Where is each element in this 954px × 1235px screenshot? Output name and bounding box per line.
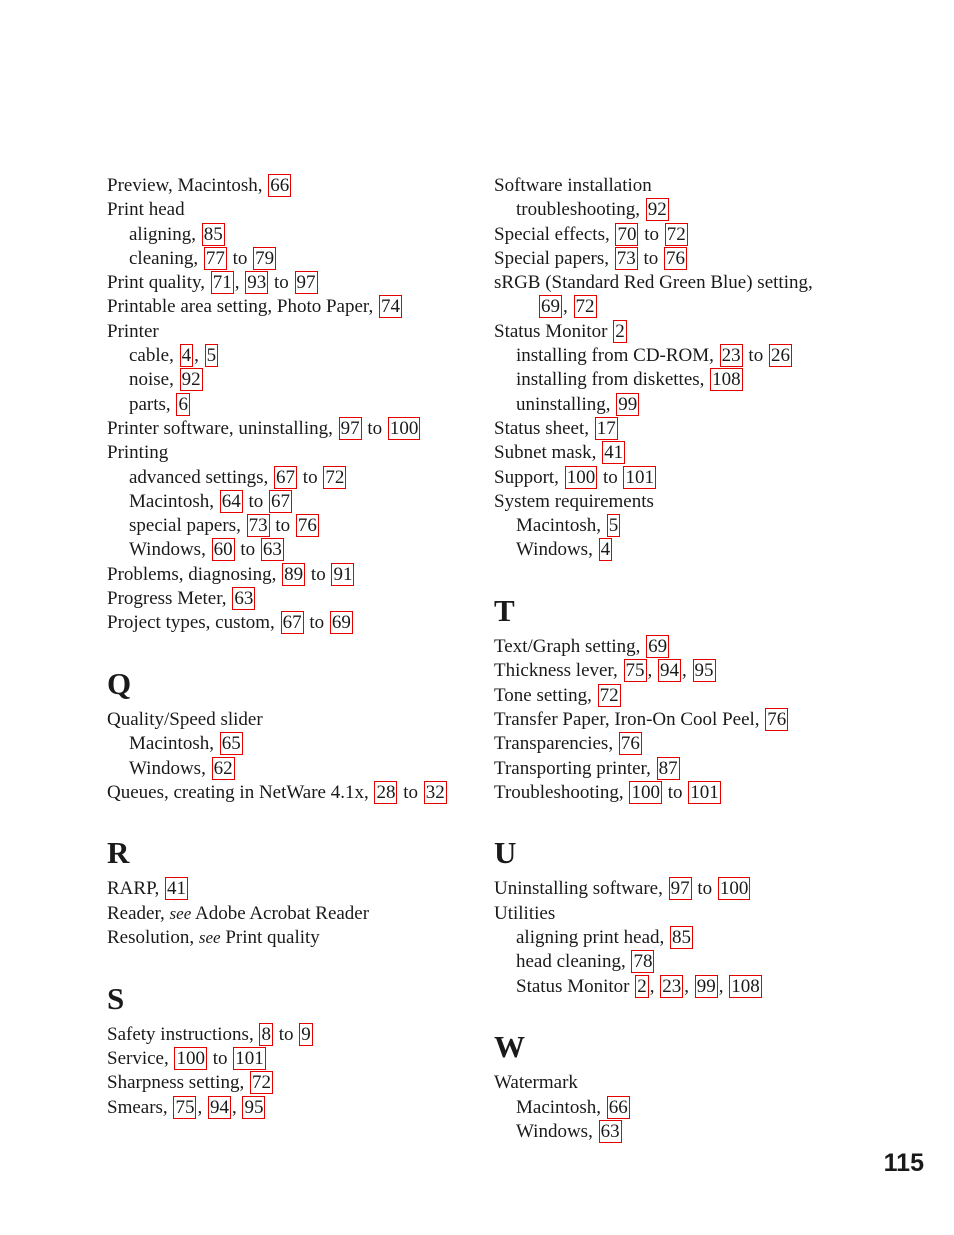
page-link[interactable]: 92 [181, 369, 201, 391]
page-link[interactable]: 108 [712, 369, 741, 391]
page-link[interactable]: 76 [666, 247, 686, 269]
entry-text: Reader, [107, 902, 170, 924]
index-entry [494, 684, 844, 708]
entry-text: Macintosh, [129, 733, 219, 755]
index-entry [107, 441, 467, 465]
entry-text: Status Monitor [494, 320, 613, 342]
entry-text: to [243, 490, 268, 512]
page-link[interactable]: 23 [721, 345, 741, 367]
entry-text: , [194, 345, 204, 367]
index-entry [107, 1047, 467, 1071]
index-entry [494, 466, 844, 490]
index-subentry [494, 393, 844, 417]
page-link[interactable]: 76 [297, 515, 317, 537]
page-link[interactable]: 72 [575, 296, 595, 318]
index-subentry [107, 757, 467, 781]
entry-text: Printing [107, 442, 169, 464]
index-entry [494, 417, 844, 441]
entry-text: Transfer Paper, Iron-On Cool Peel, [494, 708, 765, 730]
entry-text: Printer software, uninstalling, [107, 417, 338, 439]
index-entry [494, 490, 844, 514]
entry-text: aligning print head, [516, 927, 670, 949]
page-link[interactable]: 97 [340, 417, 360, 439]
entry-text: to [273, 1023, 299, 1045]
entry-text: to [304, 612, 329, 634]
entry-text: Status sheet, [494, 417, 594, 439]
index-subentry [107, 514, 467, 538]
section-letter: W [494, 1029, 525, 1065]
page-link[interactable]: 95 [244, 1096, 264, 1118]
index-entry [494, 757, 844, 781]
page-link[interactable]: 72 [251, 1072, 271, 1094]
page-link[interactable]: 41 [167, 878, 187, 900]
entry-text: , [682, 660, 692, 682]
page-link[interactable]: 77 [205, 247, 225, 269]
index-column-left [107, 174, 467, 1120]
page-link[interactable]: 73 [616, 247, 636, 269]
entry-text: Macintosh, [516, 515, 606, 537]
section-spacer [107, 950, 467, 974]
entry-text: , [649, 975, 660, 997]
entry-text: Watermark [494, 1072, 578, 1094]
page-link[interactable]: 64 [221, 490, 241, 512]
page-link[interactable]: 97 [296, 272, 316, 294]
page-link[interactable]: 66 [270, 175, 290, 196]
page-link[interactable]: 4 [181, 345, 192, 367]
entry-text: cable, [129, 345, 179, 367]
index-entry [107, 611, 467, 635]
page-link[interactable]: 73 [248, 515, 268, 537]
page-link[interactable]: 5 [206, 345, 217, 367]
index-entry [107, 563, 467, 587]
index-entry [494, 877, 844, 901]
index-subentry [107, 247, 467, 271]
page-link[interactable]: 26 [770, 345, 790, 367]
page-link[interactable]: 67 [282, 612, 302, 634]
section-spacer [107, 805, 467, 829]
index-entry [494, 635, 844, 659]
page-number: 115 [883, 1149, 924, 1177]
index-subentry [107, 223, 467, 247]
entry-text: to [639, 223, 664, 245]
section-letter: Q [107, 665, 132, 701]
page-link[interactable]: 17 [596, 417, 616, 439]
index-entry [107, 781, 467, 805]
index-entry [107, 1096, 467, 1120]
page-link[interactable]: 100 [719, 878, 749, 900]
page-link[interactable]: 9 [301, 1023, 311, 1045]
page-link[interactable]: 108 [731, 975, 760, 997]
index-subentry [494, 368, 844, 392]
page-link[interactable]: 75 [625, 660, 645, 682]
entry-text: , [647, 660, 658, 682]
page-link[interactable]: 72 [325, 466, 345, 488]
entry-text: Windows, [516, 539, 598, 561]
page-link[interactable]: 101 [690, 781, 719, 803]
index-entry [494, 708, 844, 732]
page-link[interactable]: 75 [175, 1096, 195, 1118]
entry-text: Quality/Speed slider [107, 708, 263, 730]
index-subentry [494, 538, 844, 562]
page-link[interactable]: 85 [203, 223, 223, 245]
page-link[interactable]: 72 [666, 223, 686, 245]
page-link[interactable]: 74 [380, 296, 400, 318]
entry-text: Smears, [107, 1096, 173, 1118]
index-entry [494, 902, 844, 926]
index-entry [494, 781, 844, 805]
index-entry [494, 659, 844, 683]
entry-text: Thickness lever, [494, 660, 623, 682]
entry-text: Status Monitor [516, 975, 635, 997]
entry-text: Print quality, [107, 272, 210, 294]
entry-text: advanced settings, [129, 466, 274, 488]
index-subentry [494, 950, 844, 974]
entry-text: to [598, 466, 623, 488]
section-spacer [494, 563, 844, 587]
entry-text: to [638, 247, 664, 269]
page-link[interactable]: 100 [566, 466, 596, 488]
index-subentry [107, 466, 467, 490]
index-subentry [494, 198, 844, 222]
index-subentry [107, 490, 467, 514]
index-entry [107, 877, 467, 901]
entry-text: Special papers, [494, 247, 614, 269]
entry-text: , [197, 1096, 207, 1118]
section-letter: R [107, 835, 130, 871]
entry-text: to [269, 272, 294, 294]
entry-text: Printer [107, 320, 159, 342]
entry-text: cleaning, [129, 247, 203, 269]
entry-text: Print quality [220, 927, 320, 949]
page-link[interactable]: 23 [662, 975, 682, 997]
index-entry [494, 1071, 844, 1095]
index-subentry [494, 295, 844, 319]
page-link[interactable]: 91 [333, 563, 353, 585]
page-link[interactable]: 69 [331, 612, 351, 634]
section-letter: T [494, 593, 515, 629]
entry-text: sRGB (Standard Red Green Blue) setting, [494, 272, 813, 294]
index-entry [107, 1023, 467, 1047]
entry-text: to [298, 466, 323, 488]
page-link[interactable]: 79 [255, 247, 275, 269]
entry-text: installing from CD-ROM, [516, 345, 719, 367]
page-link[interactable]: 76 [620, 733, 640, 755]
entry-text: Utilities [494, 902, 556, 924]
index-entry [494, 223, 844, 247]
entry-text: Progress Meter, [107, 588, 232, 610]
index-entry [107, 320, 467, 344]
page-link[interactable]: 71 [212, 272, 232, 294]
index-entry [494, 247, 844, 271]
index-entry [107, 295, 467, 319]
entry-text: Safety instructions, [107, 1023, 259, 1045]
entry-text: Support, [494, 466, 564, 488]
page-link[interactable]: 60 [213, 539, 233, 561]
page-link[interactable]: 76 [767, 708, 787, 730]
index-entry [107, 902, 467, 926]
page-link[interactable]: 94 [209, 1096, 229, 1118]
page-link[interactable]: 85 [672, 927, 692, 949]
index-subentry [107, 368, 467, 392]
entry-text: to [362, 417, 387, 439]
index-entry [494, 441, 844, 465]
page-link[interactable]: 65 [221, 733, 241, 755]
entry-text: troubleshooting, [516, 199, 645, 221]
index-entry [107, 708, 467, 732]
entry-text: RARP, [107, 878, 165, 900]
page-link[interactable]: 28 [376, 781, 396, 803]
index-entry [494, 174, 844, 198]
page-link[interactable]: 4 [600, 539, 611, 561]
page-link[interactable]: 63 [234, 588, 254, 610]
entry-text: Windows, [516, 1120, 598, 1142]
page-link[interactable]: 70 [617, 223, 637, 245]
index-subentry [494, 514, 844, 538]
entry-text: Sharpness setting, [107, 1072, 249, 1094]
entry-text: to [207, 1047, 233, 1069]
index-subentry [494, 975, 844, 999]
page-link[interactable]: 2 [637, 975, 647, 997]
entry-text: Resolution, [107, 927, 199, 949]
page-link[interactable]: 67 [271, 490, 290, 512]
page-link[interactable]: 63 [600, 1120, 620, 1142]
entry-text: Windows, [129, 757, 211, 779]
page-link[interactable]: 92 [647, 199, 667, 221]
entry-text: , [684, 975, 694, 997]
entry-text: Print head [107, 199, 185, 221]
page-link[interactable]: 63 [262, 539, 282, 561]
entry-text: to [743, 345, 768, 367]
entry-text: Tone setting, [494, 684, 597, 706]
entry-text: Special effects, [494, 223, 615, 245]
entry-text: head cleaning, [516, 951, 631, 973]
index-subentry [107, 538, 467, 562]
page-link[interactable]: 62 [213, 757, 233, 779]
see-reference: see [169, 903, 192, 923]
entry-text: Software installation [494, 175, 652, 196]
entry-text: to [692, 878, 717, 900]
index-entry [107, 174, 467, 198]
entry-text: , [231, 1096, 242, 1118]
index-entry [494, 320, 844, 344]
entry-text: to [398, 781, 423, 803]
page-link[interactable]: 93 [247, 272, 267, 294]
entry-text: parts, [129, 393, 176, 415]
section-spacer [494, 999, 844, 1023]
page-link[interactable]: 100 [176, 1047, 205, 1069]
page-link[interactable]: 100 [631, 781, 660, 803]
entry-text: Queues, creating in NetWare 4.1x, [107, 781, 374, 803]
section-spacer [494, 805, 844, 829]
entry-text: Adobe Acrobat Reader [191, 902, 370, 924]
index-entry [107, 198, 467, 222]
entry-text: Troubleshooting, [494, 781, 629, 803]
page-link[interactable]: 101 [625, 466, 654, 488]
entry-text: Windows, [129, 539, 211, 561]
entry-text: Subnet mask, [494, 442, 602, 464]
index-column-right [494, 174, 844, 1144]
entry-text: aligning, [129, 223, 201, 245]
page-link[interactable]: 69 [648, 636, 668, 658]
index-subentry [494, 344, 844, 368]
see-reference: see [198, 928, 221, 948]
page-link[interactable]: 8 [261, 1023, 271, 1045]
index-entry [107, 587, 467, 611]
entry-text: Macintosh, [516, 1096, 606, 1118]
page-link[interactable]: 2 [615, 320, 625, 342]
index-subentry [494, 1096, 844, 1120]
entry-text: noise, [129, 369, 179, 391]
index-subentry [494, 1120, 844, 1144]
page-link[interactable]: 69 [541, 296, 560, 318]
entry-text: installing from diskettes, [516, 369, 710, 391]
page-link[interactable]: 32 [425, 781, 445, 803]
entry-text: to [662, 781, 688, 803]
section-spacer [107, 636, 467, 660]
page-link[interactable]: 6 [178, 393, 188, 415]
page-link[interactable]: 78 [633, 951, 653, 973]
entry-text: Uninstalling software, [494, 878, 668, 900]
entry-text: Macintosh, [129, 490, 219, 512]
index-subentry [107, 393, 467, 417]
entry-text: to [270, 515, 295, 537]
entry-text: Printable area setting, Photo Paper, [107, 296, 378, 318]
index-entry [107, 1071, 467, 1095]
index-entry [107, 417, 467, 441]
index-entry [107, 271, 467, 295]
entry-text: Transporting printer, [494, 757, 656, 779]
index-entry [107, 926, 467, 950]
entry-text: to [235, 539, 260, 561]
entry-text: , [718, 975, 729, 997]
page-link[interactable]: 66 [608, 1096, 628, 1118]
page-link[interactable]: 97 [670, 878, 690, 900]
index-subentry [107, 344, 467, 368]
index-entry [494, 732, 844, 756]
page-link[interactable]: 67 [276, 466, 296, 488]
index-subentry [494, 926, 844, 950]
page-link[interactable]: 99 [696, 975, 716, 997]
page-link[interactable]: 72 [599, 684, 619, 706]
entry-text: to [227, 247, 253, 269]
entry-text: Preview, Macintosh, [107, 175, 268, 196]
page-link[interactable]: 99 [618, 393, 638, 415]
entry-text: Project types, custom, [107, 612, 280, 634]
entry-text: , [234, 272, 245, 294]
entry-text: to [306, 563, 331, 585]
page-link[interactable]: 94 [660, 660, 680, 682]
page-link[interactable]: 100 [389, 417, 419, 439]
entry-text: Problems, diagnosing, [107, 563, 282, 585]
entry-text: , [563, 296, 573, 318]
page-link[interactable]: 5 [608, 515, 619, 537]
section-letter: S [107, 980, 125, 1016]
page-link[interactable]: 89 [284, 563, 304, 585]
page-link[interactable]: 41 [604, 442, 624, 464]
page-link[interactable]: 101 [235, 1047, 264, 1069]
entry-text: special papers, [129, 515, 246, 537]
index-entry [494, 271, 844, 295]
page-link[interactable]: 87 [658, 757, 678, 779]
entry-text: Service, [107, 1047, 174, 1069]
index-subentry [107, 732, 467, 756]
section-letter: U [494, 835, 517, 871]
page-link[interactable]: 95 [694, 660, 714, 682]
entry-text: Text/Graph setting, [494, 636, 646, 658]
entry-text: System requirements [494, 490, 654, 512]
entry-text: Transparencies, [494, 733, 618, 755]
entry-text: uninstalling, [516, 393, 616, 415]
